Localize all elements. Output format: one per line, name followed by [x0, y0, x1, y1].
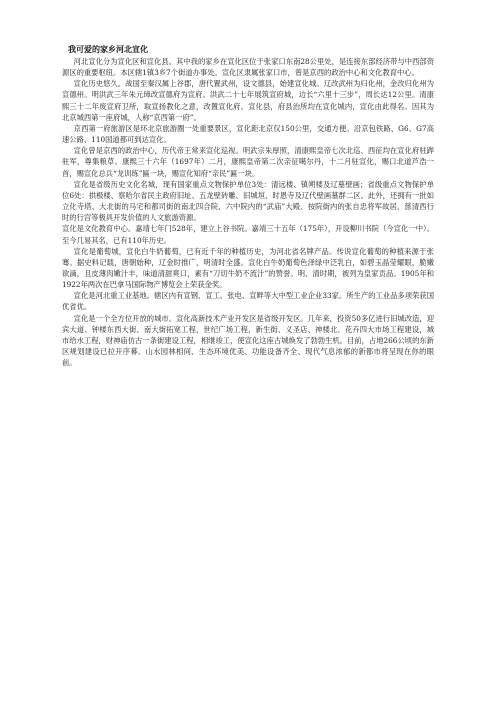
paragraph-industry: 宣化是河北重工业基地。辖区内有宣钢、宣工、张电、宣畔等大中型工业企业33家。所生产的工业品多项荣获国优省优。 — [62, 291, 434, 312]
paragraph-history: 宣化历史悠久。战国至秦汉属上谷郡，唐代置武州，设文德县，始建宣化城。辽改武州为归化州，金改归化州为宣德州。明洪武三年朱元璋改宣德府为宣府。洪武二十七年展筑宣府城，边长“六里十三步”，周长达12公里。清康熙三十二年废宣府卫所，取宣扬教化之意，改置宣化府。宣化县，府县治所均在宣化城内，宣化由此得名。因其为北京城西第一座府城，人称“京西第一府”。 — [62, 79, 434, 122]
document-page — [62, 44, 434, 368]
paragraph-grapes: 宣化是葡萄城，宣化白牛奶葡萄，已有近千年的种植历史，为河北省名牌产品。传说宣化葡萄的种植来源于张骞。据史料记载，唐朝始种，辽金时推广，明清时全盛。宣化白牛奶葡萄色泽绿中泛乳白，如碧玉晶莹耀眼，脆嫩欲滴，且皮薄肉嫩汁丰，味道清甜爽口，素有“刀切牛奶不流汁”的赞誉。明、清时期，被列为皇家贡品。1905年和1922年两次在巴拿马国际物产博览会上荣获金奖。 — [62, 246, 434, 290]
paragraph-intro: 河北宣化分为宣化区和宣化县。其中我的家乡在宣化区位于张家口东南28公里处，是连接东部经济带与中西部资源区的重要枢纽。本区辖1镇3乡7个街道办事处。宣化区隶属张家口市，曾是京西的政治中心和文化教育中心。 — [62, 57, 434, 78]
document-title: 我可爱的家乡河北宣化 — [68, 45, 148, 54]
paragraph-political-center: 宣化曾是京西的政治中心，历代帝王常来宣化巡视。明武宗朱厚照，清康熙皇帝七次北巡、西征均在宣化府驻跸驻军，尊集粮草。康熙三十六年（1697年）二月，康熙皇帝第二次亲征噶尔丹，十二月驻宣化，赐口北道芦浩一首，赐宣化总兵“龙训练”匾一块，赐宣化知府“亲民”匾一块。 — [62, 146, 434, 178]
paragraph-cultural-relics: 宣化是省级历史文化名城，现有国家重点文物保护单位3处：清远楼、镇朔楼及辽墓壁画；省级重点文物保护单位6处：拱极楼、察哈尔省民主政府旧址、五龙壁砖雕、旧城垣、时恩寺及辽代壁画墓群二区。此外，还拥有一批如立化寺塔、大北街的马宅和都司街的南北四合院、六中院内的“武庙”大殿、按院街内的张自忠将军故居、慈清西行时的行宫等极具开发价值的人文旅游资源。 — [62, 179, 434, 223]
paragraph-open-city: 宣化是一个全方位开放的城市。宣化高新技术产业开发区是省级开发区。几年来，投资50多亿进行旧城改造，迎宾大道、钟楼东西大街、南大街拓宽工程，世纪广场工程，新生街、义圣店、神楼北、花卉四大市场工程建设，城市给水工程，财神庙仿古一条街建设工程，相继竣工，使宣化这座古城焕发了勃勃生机。目前，占地266公顷的东新区规划建设已拉开序幕。山水园林相间、生态环境优美、功能设备齐全、现代气息浓郁的新都市将呈现在你的眼前。 — [62, 313, 434, 368]
paragraph-tourism: 京西第一府旅游区是环北京旅游圈一处重要景区，宣化距北京仅150公里，交通方便。沿京包铁路、G6、G7高速公路、110国道都可到达宣化。 — [62, 123, 434, 145]
paragraph-education: 宣化是文化教育中心。嘉靖七年门528年，建立上谷书院。嘉靖三十五年（175年），开设柳川书院（今宣化一中）。至今几易其名，已有110年历史。 — [62, 224, 434, 245]
